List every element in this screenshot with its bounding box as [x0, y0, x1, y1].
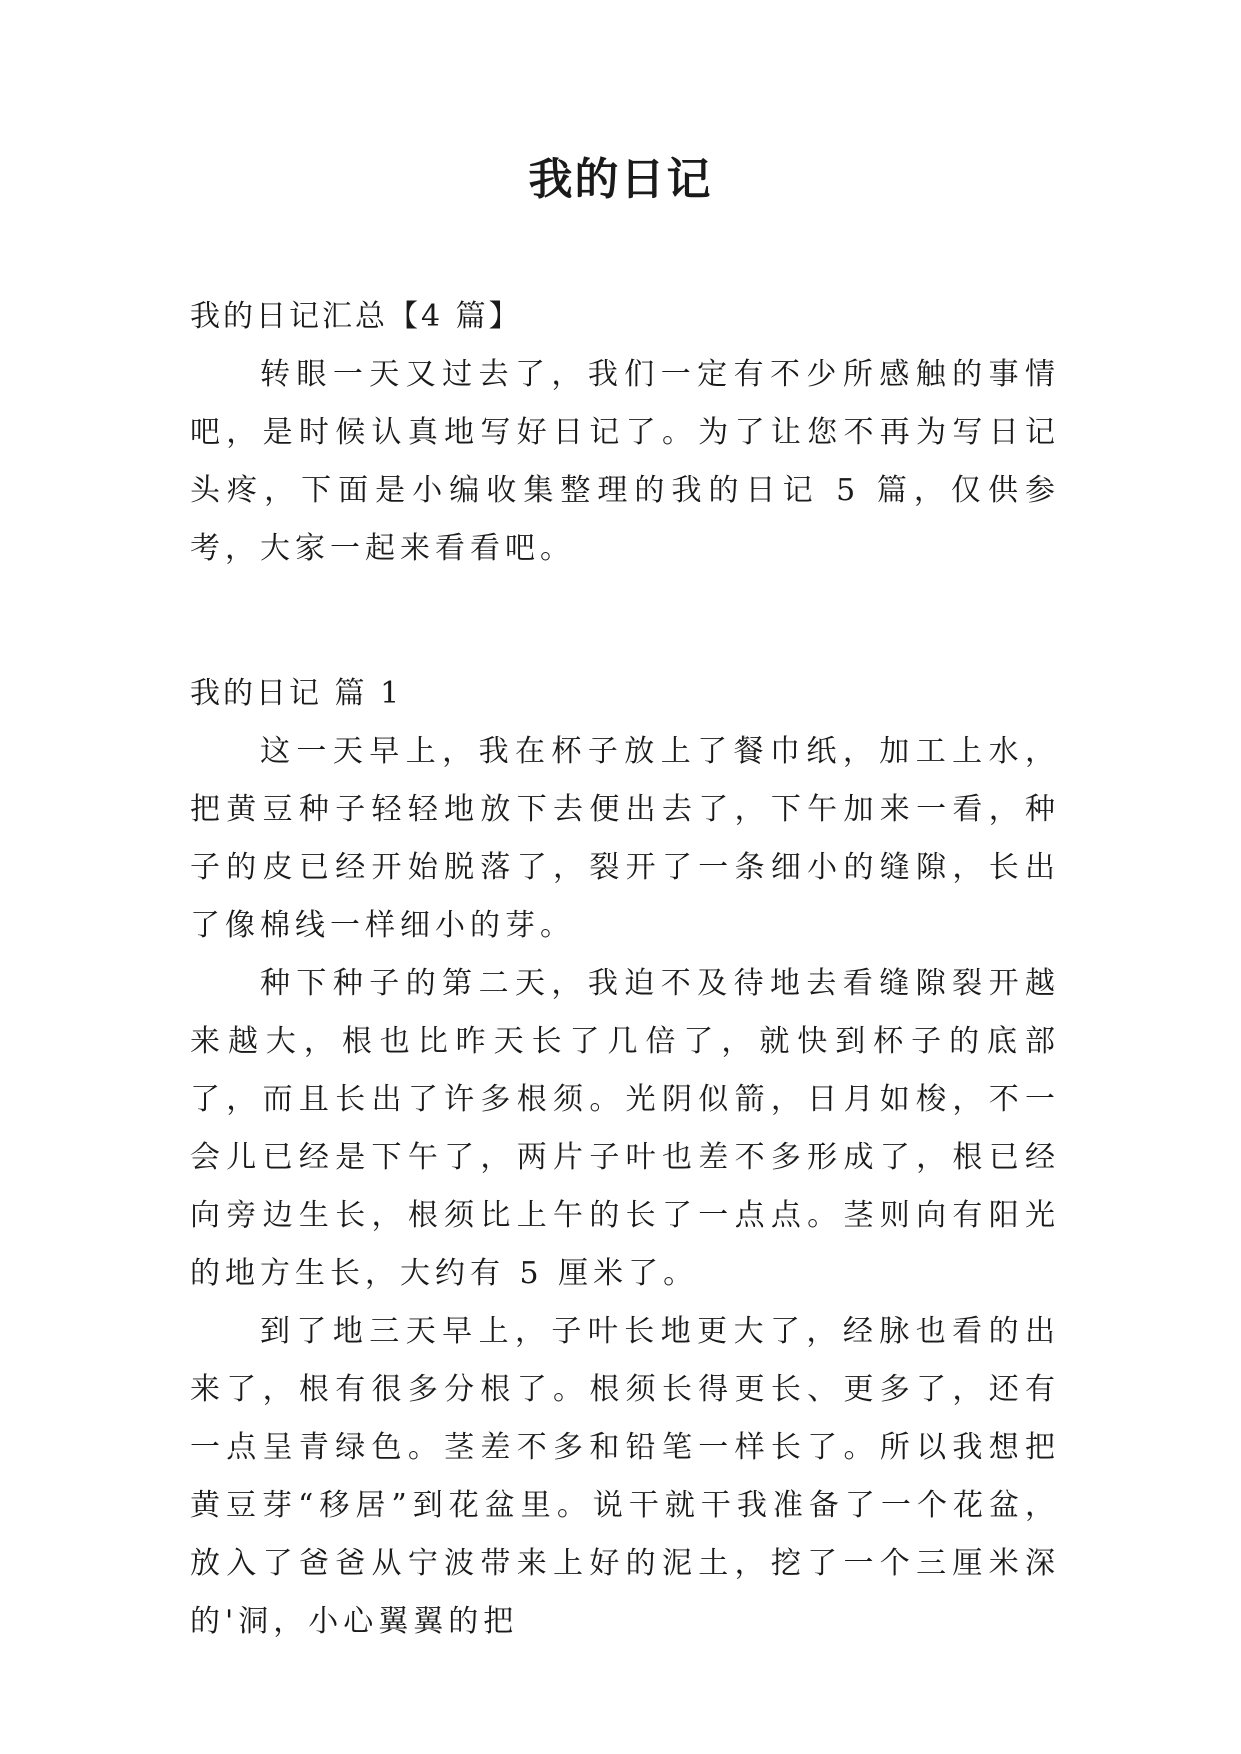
section-spacer: [190, 578, 1060, 665]
document-body: [190, 288, 1060, 1651]
section-paragraph: 种下种子的第二天，我迫不及待地去看缝隙裂开越来越大，根也比昨天长了几倍了，就快到杯子的底部了，而且长出了许多根须。光阴似箭，日月如梭，不一会儿已经是下午了，两片子叶也差不多形成了，根已经向旁边生长，根须比上午的长了一点点。茎则向有阳光的地方生长，大约有 5 厘米了。: [190, 966, 1060, 1291]
section-heading: 我的日记 篇 1: [190, 676, 403, 711]
section-paragraph: 到了地三天早上，子叶长地更大了，经脉也看的出来了，根有很多分根了。根须长得更长、更多了，还有一点呈青绿色。茎差不多和铅笔一样长了。所以我想把黄豆芽“移居”到花盆里。说干就干我准备了一个花盆，放入了爸爸从宁波带来上好的泥土，挖了一个三厘米深的'洞，小心翼翼的把: [190, 1314, 1060, 1639]
section-paragraph: 这一天早上，我在杯子放上了餐巾纸，加工上水，把黄豆种子轻轻地放下去便出去了，下午加来一看，种子的皮已经开始脱落了，裂开了一条细小的缝隙，长出了像棉线一样细小的芽。: [190, 734, 1060, 943]
document-title: 我的日记: [528, 154, 713, 205]
intro-paragraph: 转眼一天又过去了，我们一定有不少所感触的事情吧，是时候认真地写好日记了。为了让您不再为写日记头疼，下面是小编收集整理的我的日记 5 篇，仅供参考，大家一起来看看吧。: [190, 357, 1060, 566]
document-subtitle: 我的日记汇总【4 篇】: [190, 299, 522, 334]
